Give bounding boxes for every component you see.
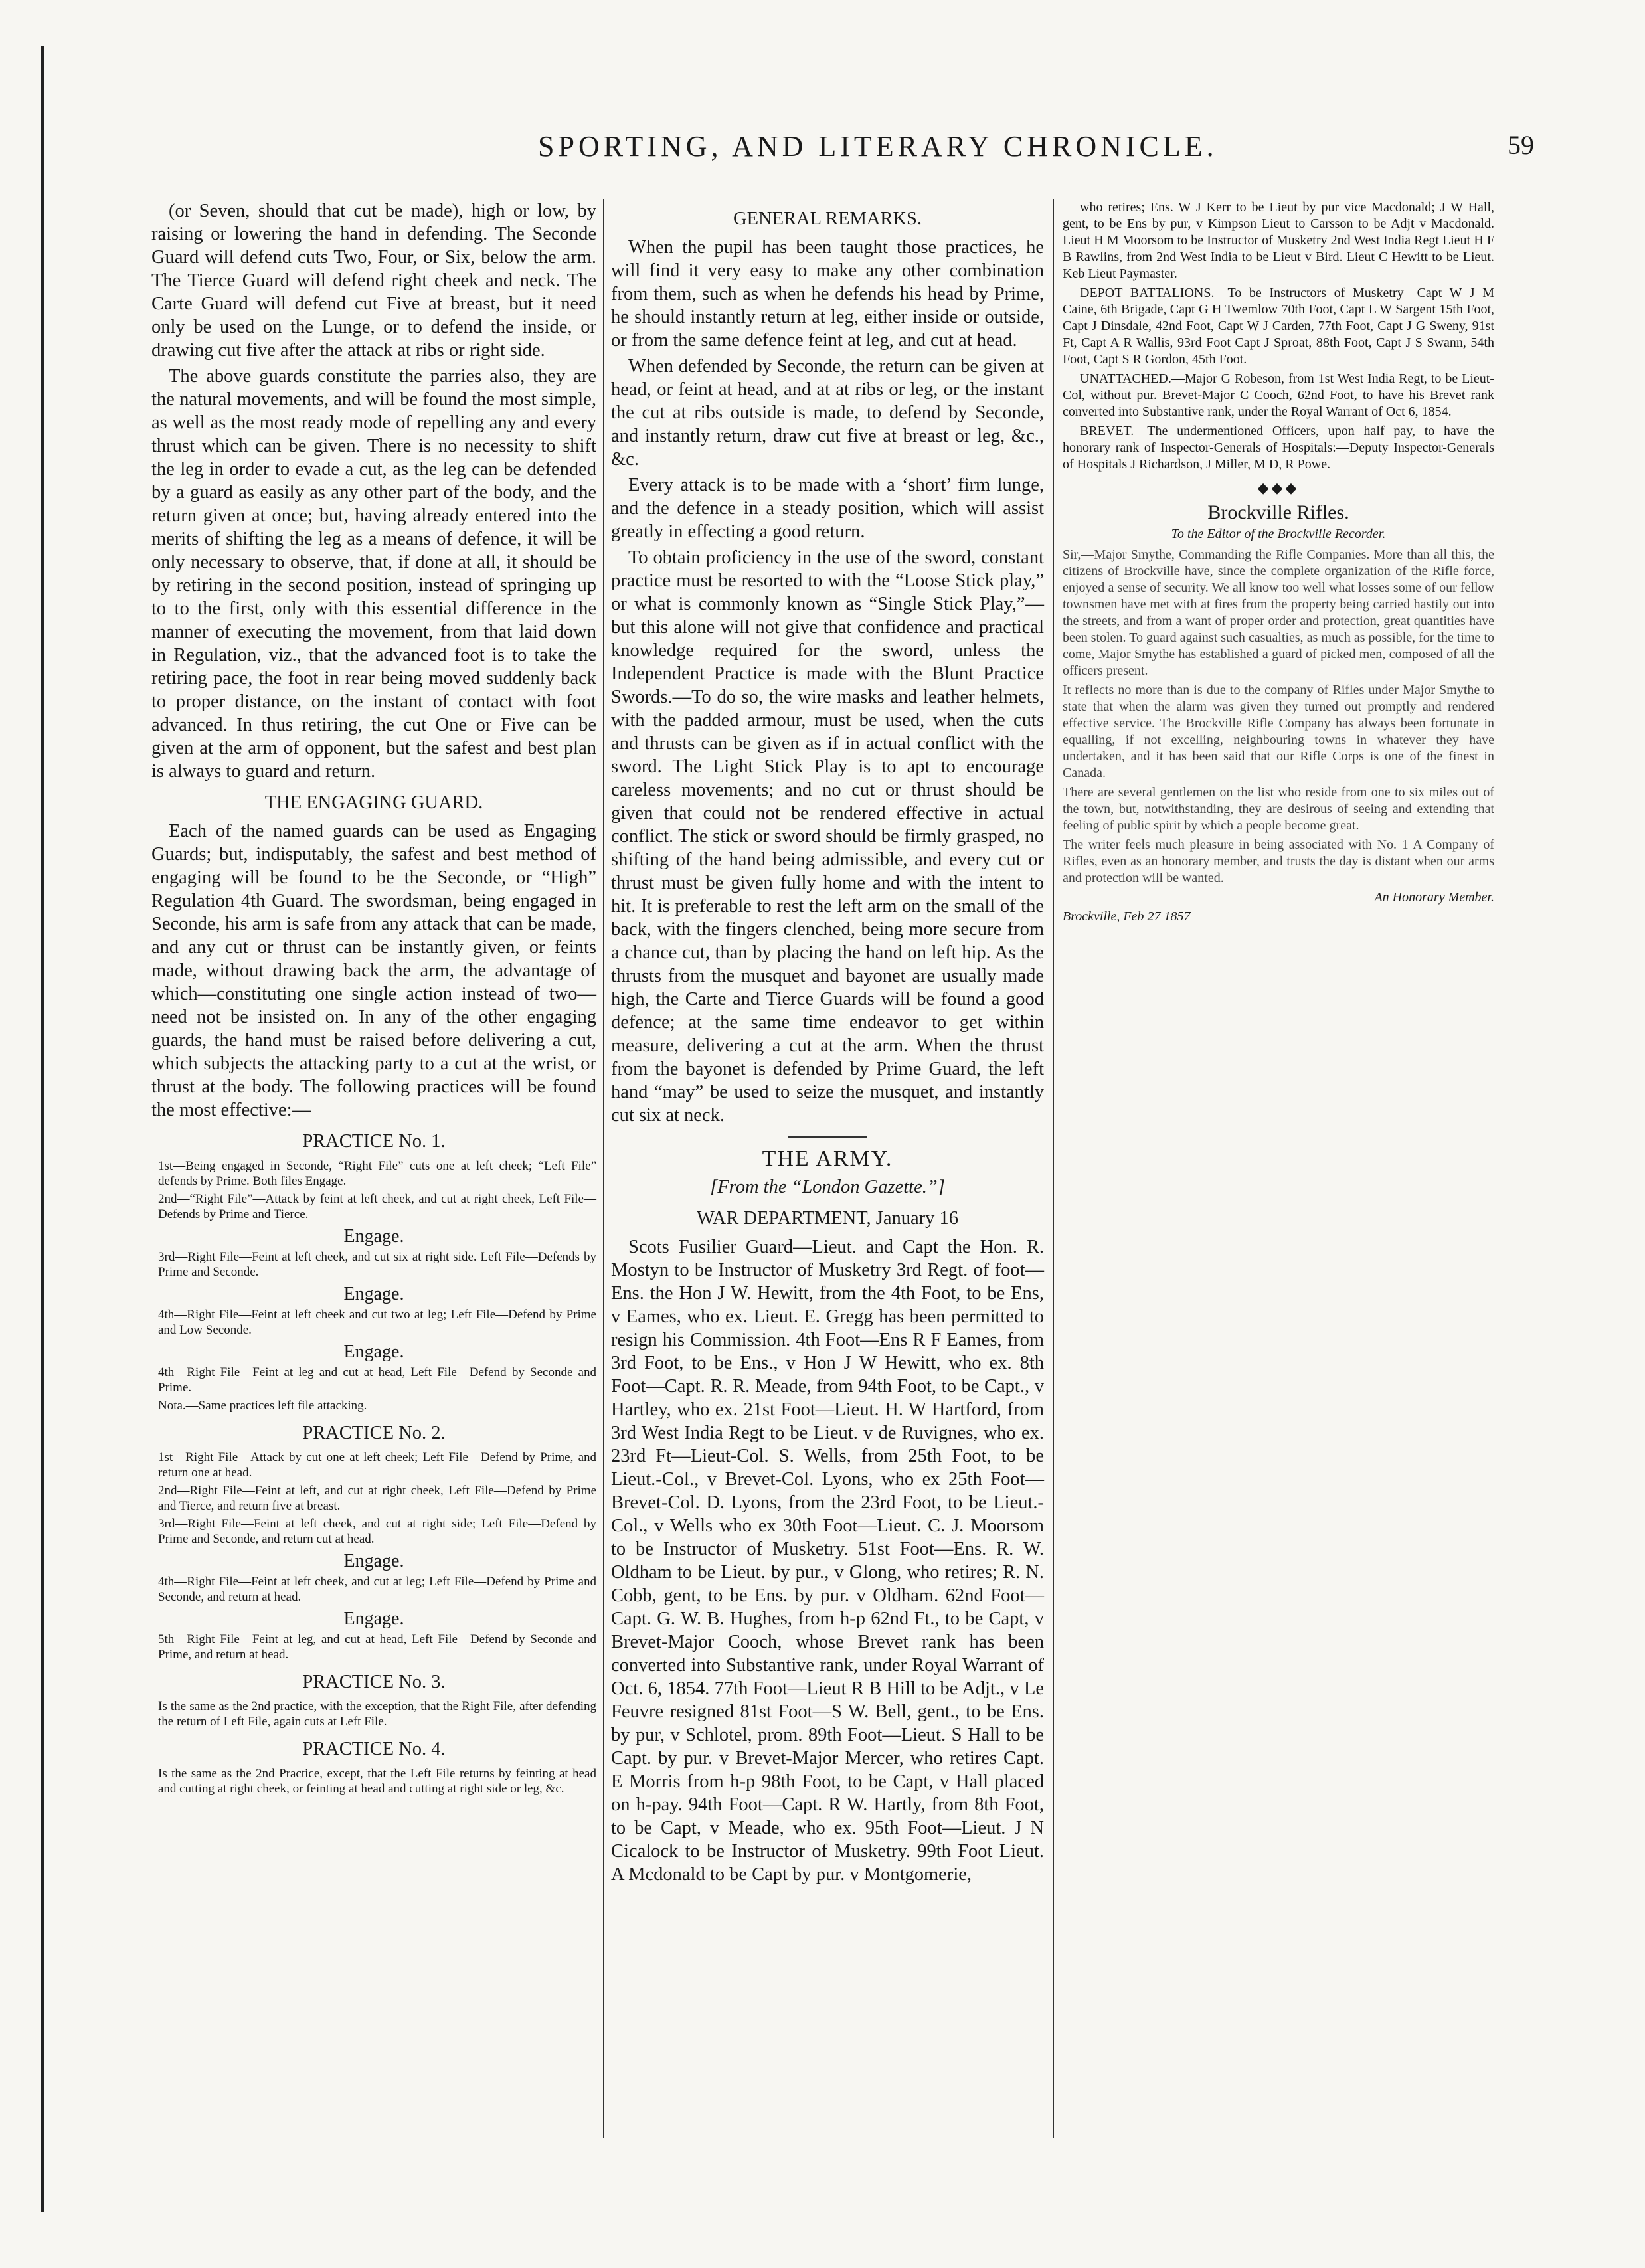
column-2 bbox=[611, 199, 1044, 1889]
paragraph: Each of the named guards can be used as Engaging Guards; but, indisputably, the safest and best method of engaging will be found to be the Seconde, or “High” Regulation 4th Guard. The swordsman, being engaged in Seconde, his arm is safe from any attack that can be made, and any cut or thrust can be instantly given, or feints made, without drawing back the arm, the advantage of which—constituting one single action instead of two—need not be insisted on. In any of the other engaging guards, the hand must be raised before delivering a cut, which subjects the attacking party to a cut at the wrist, or thrust at the body. The following practices will be found the most effective:— bbox=[151, 821, 596, 1120]
practice-line: 2nd—“Right File”—Attack by feint at left cheek, and cut at right cheek, Left File—Defends by Prime and Tierce. bbox=[158, 1192, 596, 1221]
paragraph: The above guards constitute the parries also, they are the natural movements, and will be found the most simple, as well as the most ready mode of repelling any and every thrust which can be given. There is no necessity to shift the leg in order to evade a cut, as the leg can be defended by a guard as easily as any other part of the body, and the return given at once; but, having already entered into the merits of shifting the leg as a means of defence, it will be only necessary to observe, that, if done at all, it should be by retiring in the second position, instead of springing up to to the first, only with this essential difference in the manner of executing the movement, from that laid down in Regulation, viz., that the advanced foot is to take the retiring pace, the foot in rear being moved suddenly back to proper distance, on the instant of contact with foot advanced. In thus retiring, the cut One or Five can be given at the arm of opponent, but the safest and best plan is always to guard and return. bbox=[151, 366, 596, 782]
heading-war-department: WAR DEPARTMENT, January 16 bbox=[696, 1208, 959, 1229]
engage-label: Engage. bbox=[343, 1342, 404, 1362]
practice-line: 5th—Right File—Feint at leg, and cut at head, Left File—Defend by Seconde and Prime, and return at head. bbox=[158, 1632, 596, 1662]
page-edge-rule bbox=[41, 46, 44, 2212]
column-rule-1 bbox=[603, 199, 604, 2138]
heading-practice-1: PRACTICE No. 1. bbox=[302, 1131, 446, 1152]
practice-line: Is the same as the 2nd practice, with the exception, that the Right File, after defending the return of Left File, again cuts at Left File. bbox=[158, 1700, 596, 1729]
paragraph: It reflects no more than is due to the company of Rifles under Major Smythe to state that when the alarm was given they turned out promptly and rendered effective service. The Brockville Rifle Company has always been fortunate in equalling, if not excelling, neighbouring towns in whatever they have undertaken, and it has been said that our Rifle Corps is one of the finest in Canada. bbox=[1063, 683, 1494, 780]
paragraph: DEPOT BATTALIONS.—To be Instructors of Musketry—Capt W J M Caine, 6th Brigade, Capt G H Twemlow 70th Foot, Capt L W Sargent 15th Foot, Capt J Dinsdale, 42nd Foot, Capt W J Carden, 77th Foot, Capt J G Sweny, 91st Ft, Capt A R Wallis, 93rd Foot Capt J Sproat, 88th Foot, Capt J S Swann, 54th Foot, Capt S R Gordon, 45th Foot. bbox=[1063, 286, 1494, 367]
heading-general-remarks: GENERAL REMARKS. bbox=[733, 209, 922, 229]
paragraph: To obtain proficiency in the use of the sword, constant practice must be resorted to with the “Loose Stick play,” or what is commonly known as “Single Stick Play,”—but this alone will not give that confidence and practical knowledge required for the sword, unless the Independent Practice is made with the Blunt Practice Swords.—To do so, the wire masks and leather helmets, with the padded armour, must be used, when the cuts and thrusts can be given as if in actual conflict with the sword. The Light Stick Play is to apt to encourage careless movements; and no cut or thrust should be given that could not be rendered effective in actual conflict. The stick or sword should be firmly grasped, no shifting of the hand being admissible, and every cut or thrust must be given fully home and with the intent to hit. It is preferable to rest the left arm on the small of the back, with the fingers clenched, being more secure from a chance cut, than by placing the hand on left hip. As the thrusts from the musquet and bayonet are usually made high, the Carte and Tierce Guards will be found a good defence; at the same time endeavor to get within measure, delivering a cut at the arm. When the thrust from the bayonet is defended by Prime Guard, the left hand “may” be used to seize the musquet, and instantly cut six at neck. bbox=[611, 547, 1044, 1126]
signature: An Honorary Member. bbox=[1374, 890, 1494, 905]
column-rule-2 bbox=[1053, 199, 1054, 2138]
source-line: [From the “London Gazette.”] bbox=[710, 1177, 945, 1197]
heading-practice-2: PRACTICE No. 2. bbox=[302, 1423, 446, 1443]
dateline: Brockville, Feb 27 1857 bbox=[1063, 909, 1191, 924]
practice-line: 4th—Right File—Feint at left cheek, and cut at leg; Left File—Defend by Prime and Seconde, and return at head. bbox=[158, 1575, 596, 1604]
paragraph: UNATTACHED.—Major G Robeson, from 1st West India Regt, to be Lieut-Col, without pur. Brevet-Major C Cooch, 62nd Foot, to have his Brevet rank converted into Substantive rank, under the Royal Warrant of Oct 6, 1854. bbox=[1063, 371, 1494, 419]
running-head: SPORTING, AND LITERARY CHRONICLE. bbox=[538, 130, 1218, 163]
paragraph: who retires; Ens. W J Kerr to be Lieut by pur vice Macdonald; J W Hall, gent, to be Ens by pur, v Kimpson Lieut to Carsson to be Adjt v Macdonald. Lieut H M Moorsom to be Instructor of Musketry 2nd West India Regt Lieut H F B Rawlins, from 2nd West India to be Lieut v Bird. Lieut C Hewitt to be Lieut. Keb Lieut Paymaster. bbox=[1063, 200, 1494, 281]
heading-practice-3: PRACTICE No. 3. bbox=[302, 1672, 446, 1692]
heading-engaging-guard: THE ENGAGING GUARD. bbox=[264, 792, 483, 813]
editor-line: To the Editor of the Brockville Recorder. bbox=[1171, 527, 1386, 541]
paragraph: When the pupil has been taught those practices, he will find it very easy to make any other combination from them, such as when he defends his head by Prime, he should instantly return at leg, either inside or outside, or from the same defence feint at leg, and cut at head. bbox=[611, 237, 1044, 351]
heading-practice-4: PRACTICE No. 4. bbox=[302, 1739, 446, 1759]
practice-line: 4th—Right File—Feint at leg and cut at head, Left File—Defend by Seconde and Prime. bbox=[158, 1365, 596, 1395]
heading-the-army: THE ARMY. bbox=[762, 1146, 893, 1171]
paragraph: BREVET.—The undermentioned Officers, upon half pay, to have the honorary rank of Inspector-Generals of Hospitals:—Deputy Inspector-Generals of Hospitals J Richardson, J Miller, M D, R Powe. bbox=[1063, 424, 1494, 472]
paragraph: Scots Fusilier Guard—Lieut. and Capt the Hon. R. Mostyn to be Instructor of Musketry 3rd Regt. of foot—Ens. the Hon J W. Hewitt, from the 4th Foot, to be Ens, v Eames, who ex. Lieut. E. Gregg has been permitted to resign his Commission. 4th Foot—Ens R F Eames, from 3rd Foot, to be Ens., v Hon J W Hewitt, who ex. 8th Foot—Capt. R. R. Meade, from 94th Foot, to be Capt., v Hartley, who ex. 21st Foot—Lieut. H. W Hartford, from 3rd West India Regt to be Lieut. v de Ruvignes, who ex. 23rd Ft—Lieut-Col. S. Wells, from 25th Foot, to be Lieut.-Col., v Brevet-Col. Lyons, who ex 25th Foot—Brevet-Col. D. Lyons, from the 23rd Foot, to be Lieut.-Col., v Wells who ex 30th Foot—Lieut. C. J. Moorsom to be Instructor of Musketry. 51st Foot—Ens. R. W. Oldham to be Lieut. by pur., v Glong, who retires; R. N. Cobb, gent, to be Ens. by pur. v Oldham. 62nd Foot—Capt. G. W. B. Hughes, from h-p 62nd Ft., to be Capt, v Brevet-Major Cooch, whose Brevet rank has been converted into Substantive rank, under Royal Warrant of Oct. 6, 1854. 77th Foot—Lieut R B Hill to be Adjt., v Le Feuvre resigned 81st Foot—S W. Bell, gent., to be Ens. by pur, v Schlotel, prom. 89th Foot—Lieut. S Hall to be Capt. by pur. v Brevet-Major Mercer, who retires Capt. E Morris from h-p 98th Foot, to be Capt, v Hall placed on h-pay. 94th Foot—Capt. R W. Hartly, from 8th Foot, to be Capt, v Meade, who ex. 95th Foot—Lieut. J N Cicalock to be Instructor of Musketry. 99th Foot Lieut. A Mcdonald to be Capt by pur. v Montgomerie, bbox=[611, 1237, 1044, 1885]
paragraph: The writer feels much pleasure in being associated with No. 1 A Company of Rifles, even as an honorary member, and trusts the day is distant when our arms and protection will be wanted. bbox=[1063, 837, 1494, 885]
paragraph: Every attack is to be made with a ‘short’ firm lunge, and the defence in a steady position, which will assist greatly in effecting a good return. bbox=[611, 475, 1044, 542]
section-divider bbox=[788, 1136, 867, 1138]
practice-line: 3rd—Right File—Feint at left cheek, and cut at right side; Left File—Defend by Prime and Seconde, and return cut at head. bbox=[158, 1517, 596, 1546]
engage-label: Engage. bbox=[343, 1551, 404, 1571]
page-header bbox=[166, 130, 1534, 176]
column-1 bbox=[151, 199, 596, 1799]
practice-line: 2nd—Right File—Feint at left, and cut at right cheek, Left File—Defend by Prime and Tierce, and return five at breast. bbox=[158, 1484, 596, 1513]
paragraph: (or Seven, should that cut be made), high or low, by raising or lowering the hand in defending. The Seconde Guard will defend cuts Two, Four, or Six, below the arm. The Tierce Guard will defend right cheek and neck. The Carte Guard will defend cut Five at breast, but it need only be used on the Lunge, or to defend the inside, or drawing cut five after the attack at ribs or right side. bbox=[151, 201, 596, 361]
paragraph: Sir,—Major Smythe, Commanding the Rifle Companies. More than all this, the citizens of Brockville have, since the complete organization of the Rifle force, enjoyed a sense of security. We all know too well what losses some of our fellow townsmen have met with at fires from the property being carried hastily out into the streets, and from a want of proper order and protection, great quantities have been stolen. To guard against such casualties, as much as possible, for the time to come, Major Smythe has established a guard of picked men, composed of all the officers present. bbox=[1063, 547, 1494, 678]
nota-line: Nota.—Same practices left file attacking. bbox=[158, 1399, 367, 1413]
engage-label: Engage. bbox=[343, 1284, 404, 1304]
practice-line: 1st—Being engaged in Seconde, “Right File” cuts one at left cheek; “Left File” defends by Prime. Both files Engage. bbox=[158, 1159, 596, 1188]
ornament-divider: ◆◆◆ bbox=[1257, 480, 1300, 496]
heading-brockville-rifles: Brockville Rifles. bbox=[1207, 501, 1349, 523]
engage-label: Engage. bbox=[343, 1226, 404, 1247]
practice-line: 1st—Right File—Attack by cut one at left cheek; Left File—Defend by Prime, and return one at head. bbox=[158, 1450, 596, 1480]
page-number: 59 bbox=[1508, 130, 1534, 160]
engage-label: Engage. bbox=[343, 1609, 404, 1629]
practice-line: 4th—Right File—Feint at left cheek and cut two at leg; Left File—Defend by Prime and Low Seconde. bbox=[158, 1308, 596, 1337]
paragraph: When defended by Seconde, the return can be given at head, or feint at head, and at at ribs or leg, or the instant the cut at ribs outside is made, to defend by Seconde, and instantly return, draw cut five at breast or leg, &c., &c. bbox=[611, 356, 1044, 470]
paragraph: There are several gentlemen on the list who reside from one to six miles out of the town, but, notwithstanding, they are desirous of seeing and extending that feeling of public spirit by which a people become great. bbox=[1063, 785, 1494, 833]
practice-line: Is the same as the 2nd Practice, except, that the Left File returns by feinting at head and cutting at right cheek, or feinting at head and cutting at right side or leg, &c. bbox=[158, 1767, 596, 1796]
practice-line: 3rd—Right File—Feint at left cheek, and cut six at right side. Left File—Defends by Prime and Seconde. bbox=[158, 1250, 596, 1279]
column-3 bbox=[1063, 199, 1494, 928]
